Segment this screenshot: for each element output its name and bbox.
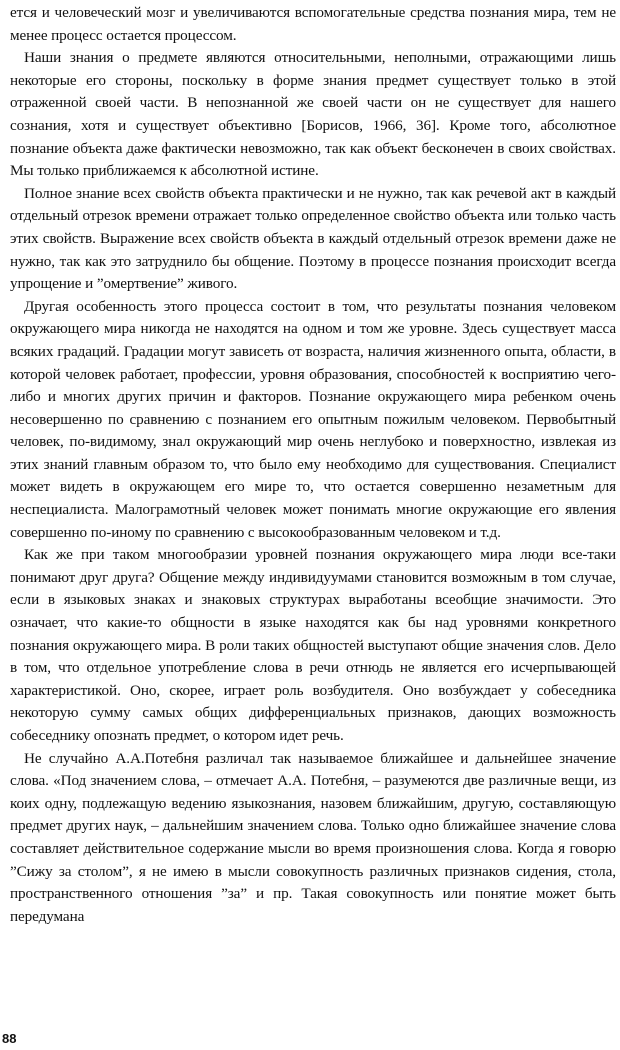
paragraph: Другая особенность этого процесса состоит в том, что результаты познания человеком окружающего мира никогда не находятся на одном и том же уровне. Здесь существует масса всяких градаций. Градации могут зависеть от возраста, наличия жизненного опыта, области, в которой человек работает, профессии, уровня образования, способностей к восприятию чего-либо и многих других причин и факторов. Познание окружающего мира ребенком очень несовершенно по сравнению с познанием его опытным пожилым человеком. Первобытный человек, по-видимому, знал окружающий мир очень неглубоко и поверхностно, извлекая из этих знаний главным образом то, что было ему необходимо для существования. Специалист может видеть в окружающем его мире то, что остается совершенно незаметным для неспециалиста. Малограмотный человек может понимать многие окружающие его явления совершенно по-иному по сравнению с высокообразованным человеком и т.д.	[10, 297, 616, 541]
body-text	[10, 2, 616, 928]
paragraph: Полное знание всех свойств объекта практически и не нужно, так как речевой акт в каждый отдельный отрезок времени отражает только определенное свойство объекта или только часть этих свойств. Выражение всех свойств объекта в каждый отдельный отрезок времени даже не нужно, так как это затруднило бы общение. Поэтому в процессе познания происходит всегда упрощение и ”омертвение” живого.	[10, 184, 616, 293]
paragraph: Как же при таком многообразии уровней познания окружающего мира люди все-таки понимают друг друга? Общение между индивидуумами становится возможным в том случае, если в языковых знаках и знаковых структурах выработаны всеобщие значимости. Это означает, что какие-то общности в языке находятся как бы над уровнями конкретного познания окружающего мира. В роли таких общностей выступают общие значения слов. Дело в том, что отдельное употребление слова в речи отнюдь не является его исчерпывающей характеристикой. Оно, скорее, играет роль возбудителя. Оно возбуждает у собеседника некоторую сумму самых общих дифференциальных признаков, дающих возможность собеседнику опознать предмет, о котором идет речь.	[10, 546, 616, 744]
paragraph: Наши знания о предмете являются относительными, неполными, отражающими лишь некоторые его стороны, поскольку в форме знания предмет существует только в этой отраженной своей части. В непознанной же своей части он не существует для нашего сознания, хотя и существует объективно [Борисов, 1966, 36]. Кроме того, абсолютное познание объекта даже фактически невозможно, так как объект бесконечен в своих свойствах. Мы только приближаемся к абсолютной истине.	[10, 49, 616, 180]
paragraph: ется и человеческий мозг и увеличиваются вспомогательные средства познания мира, тем не менее процесс остается процессом.	[10, 4, 616, 44]
paragraph: Не случайно А.А.Потебня различал так называемое ближайшее и дальнейшее значение слова. «Под значением слова, – отмечает А.А. Потебня, – разумеются две различные вещи, из коих одну, подлежащую ведению языкознания, назовем ближайшим, другую, составляющую предмет других наук, – дальнейшим значением слова. Только одно ближайшее значение слова составляет действительное содержание мысли во время произношения слова. Когда я говорю ”Сижу за столом”, я не имею в мысли совокупность различных признаков сидения, стола, пространственного отношения ”за” и пр. Такая совокупность или понятие может быть передумана	[10, 749, 616, 925]
page-number: 88	[2, 1031, 17, 1046]
